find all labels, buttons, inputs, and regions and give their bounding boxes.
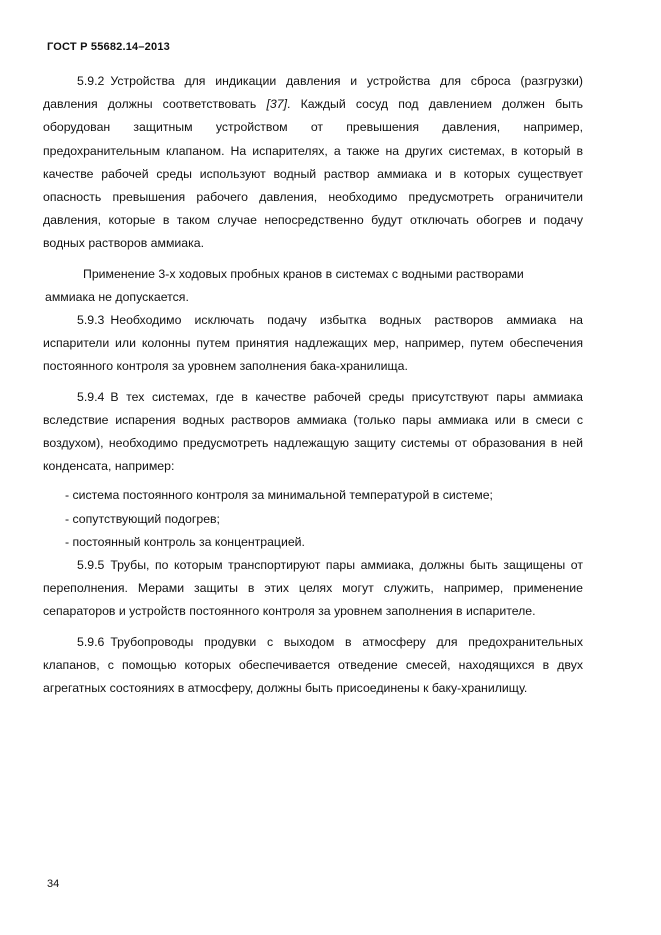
section-text: В тех системах, где в качестве рабочей среды присутствуют пары аммиака вследствие испарения водных растворов аммиака (только пары аммиака или в смеси с воздухом), необходимо предусмотреть надлежащую защиту системы от образования в ней конденсата, например: — [43, 389, 583, 474]
section-text: Необходимо исключать подачу избытка водных растворов аммиака на испарители или колонны путем принятия надлежащих мер, например, путем обеспечения постоянного контроля за уровнем заполнения бака-хранилища. — [43, 313, 583, 374]
section-number: 5.9.3 — [77, 313, 105, 328]
document-body — [43, 70, 583, 700]
page-number: 34 — [47, 878, 60, 890]
section-5-9-2 — [43, 70, 583, 256]
section-number: 5.9.6 — [77, 634, 105, 649]
reference-link: [37] — [266, 97, 288, 112]
note-line-2: аммиака не допускается. — [45, 289, 189, 304]
section-text: Устройства для индикации давления и устройства для сброса (разгрузки) давления должны соответствовать — [43, 74, 583, 112]
list-item: - система постоянного контроля за минимальной температурой в системе; — [65, 488, 493, 503]
section-5-9-5 — [43, 554, 583, 624]
section-5-9-3 — [43, 309, 583, 379]
section-text-continued: . Каждый сосуд под давлением должен быть оборудован защитным устройством от превышения давления, например, предохранительным клапаном. На испарителях, а также на других системах, в который в качестве рабочей среды используют водный раствор аммиака и в которых существует опасность превышения рабочего давления, необходимо предусмотреть ограничители давления, которые в таком случае непосредственно будут отключать обогрев и подачу водных растворов аммиака. — [43, 97, 583, 251]
section-number: 5.9.4 — [77, 389, 105, 404]
list-item: - постоянный контроль за концентрацией. — [65, 534, 305, 549]
section-text: Трубы, по которым транспортируют пары аммиака, должны быть защищены от переполнения. Мерами защиты в этих целях могут служить, например, применение сепараторов и устройств постоянного контроля за уровнем заполнения в испарителе. — [43, 558, 583, 619]
list-item: - сопутствующий подогрев; — [65, 511, 220, 526]
document-header: ГОСТ Р 55682.14–2013 — [47, 41, 170, 53]
section-text: Трубопроводы продувки с выходом в атмосферу для предохранительных клапанов, с помощью которых обеспечивается отведение смесей, находящихся в двух агрегатных состояниях в атмосферу, должны быть присоединены к баку-хранилищу. — [43, 634, 583, 696]
section-5-9-4 — [43, 386, 583, 479]
section-number: 5.9.5 — [77, 558, 105, 573]
note-line-1: Применение 3-х ходовых пробных кранов в системах с водными растворами — [83, 266, 524, 281]
section-number: 5.9.2 — [77, 74, 105, 88]
section-5-9-6 — [43, 631, 583, 701]
